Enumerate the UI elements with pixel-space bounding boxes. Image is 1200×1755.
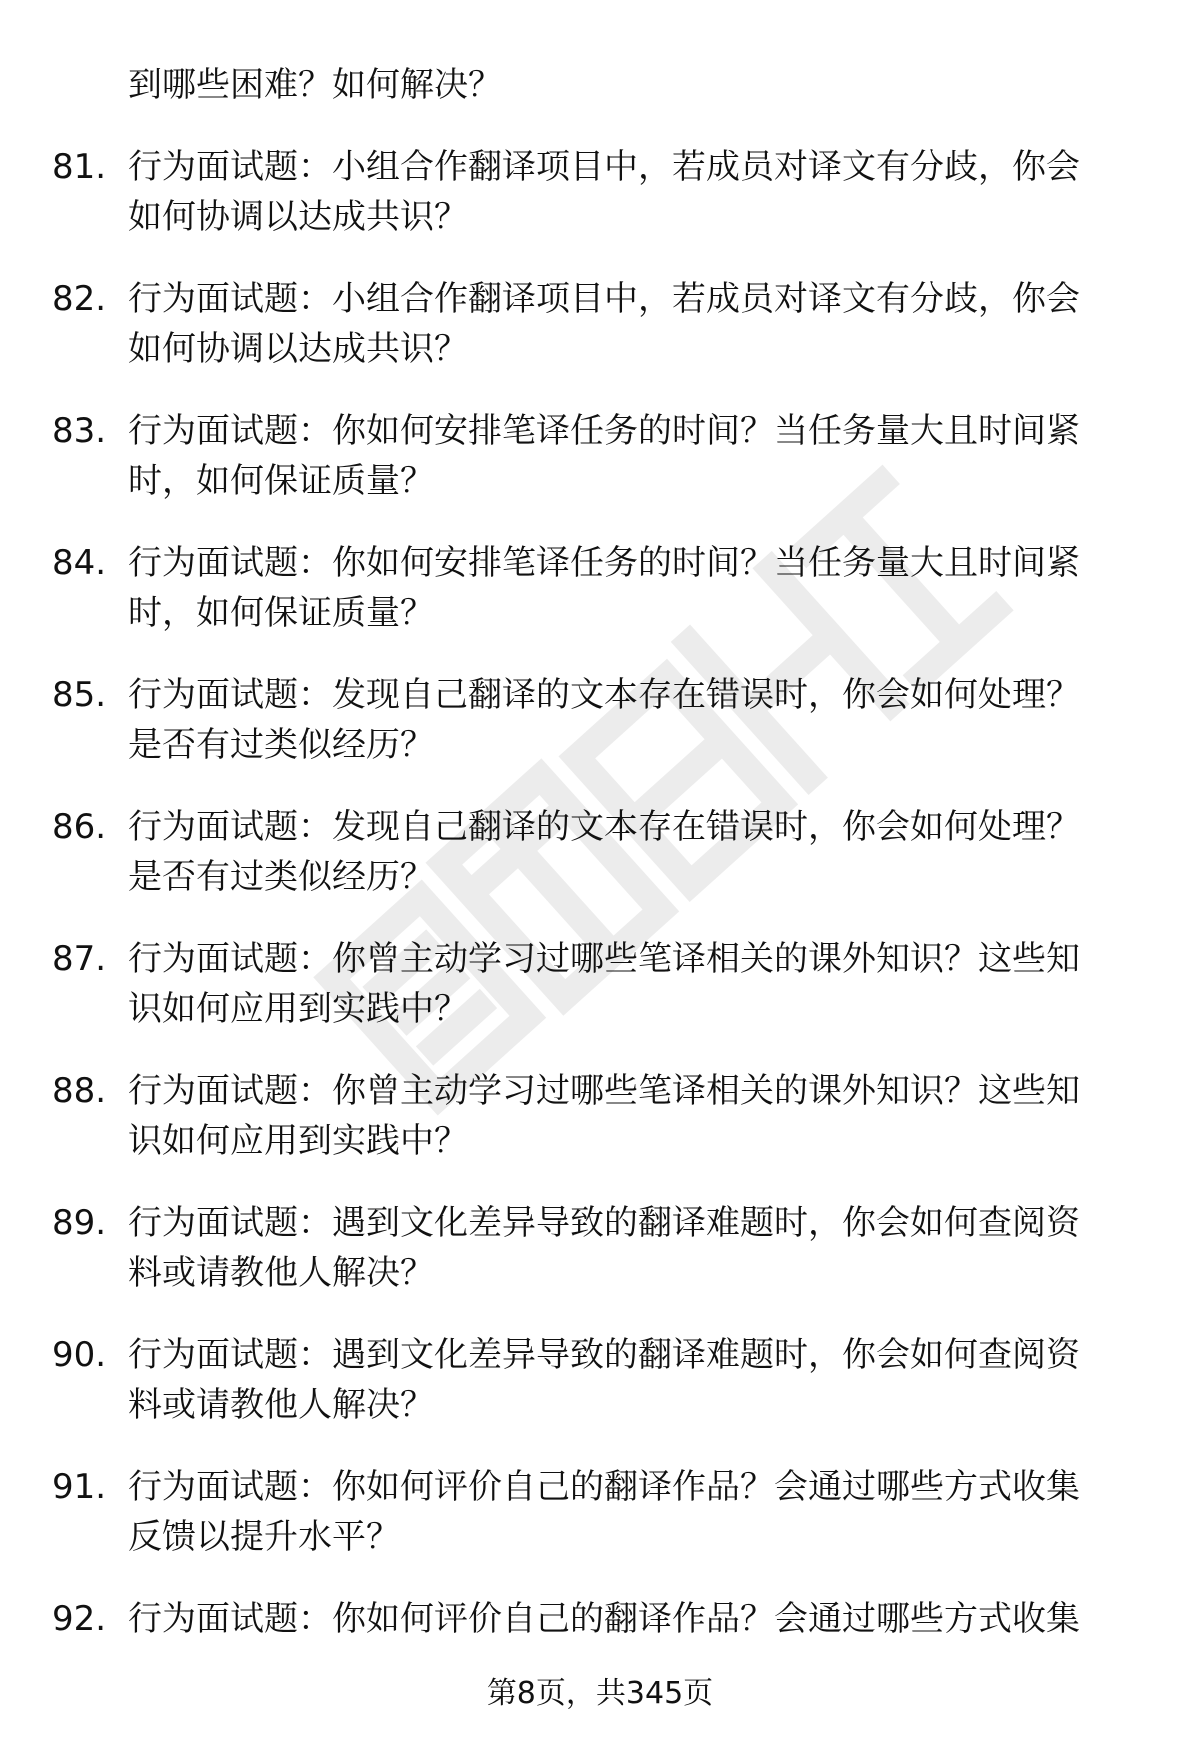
question-text-line: 时，如何保证质量？ bbox=[128, 593, 434, 633]
question-item bbox=[0, 142, 1200, 274]
question-item bbox=[0, 538, 1200, 670]
question-item bbox=[0, 934, 1200, 1066]
question-text-line: 行为面试题：小组合作翻译项目中，若成员对译文有分歧，你会 bbox=[128, 279, 1080, 319]
question-list bbox=[0, 142, 1200, 1726]
question-text-line: 行为面试题：你如何评价自己的翻译作品？会通过哪些方式收集 bbox=[128, 1467, 1080, 1507]
question-number: 92. bbox=[52, 1599, 107, 1639]
page-footer: 第8页，共345页 bbox=[486, 1676, 714, 1711]
question-number: 85. bbox=[52, 675, 107, 715]
question-number: 86. bbox=[52, 807, 107, 847]
question-number: 87. bbox=[52, 939, 107, 979]
question-number: 89. bbox=[52, 1203, 107, 1243]
question-text-line: 料或请教他人解决？ bbox=[128, 1385, 434, 1425]
question-text-line: 反馈以提升水平？ bbox=[128, 1517, 400, 1557]
question-text-line: 是否有过类似经历？ bbox=[128, 725, 434, 765]
question-text-line: 行为面试题：遇到文化差异导致的翻译难题时，你会如何查阅资 bbox=[128, 1203, 1080, 1243]
question-number: 83. bbox=[52, 411, 107, 451]
question-number: 91. bbox=[52, 1467, 107, 1507]
question-item bbox=[0, 406, 1200, 538]
question-text-line: 识如何应用到实践中？ bbox=[128, 989, 468, 1029]
question-number: 84. bbox=[52, 543, 107, 583]
question-number: 90. bbox=[52, 1335, 107, 1375]
question-item bbox=[0, 1066, 1200, 1198]
question-text-line: 料或请教他人解决？ bbox=[128, 1253, 434, 1293]
question-text-line: 如何协调以达成共识？ bbox=[128, 197, 468, 237]
question-text-line: 识如何应用到实践中？ bbox=[128, 1121, 468, 1161]
question-text-line: 是否有过类似经历？ bbox=[128, 857, 434, 897]
question-text-line: 行为面试题：发现自己翻译的文本存在错误时，你会如何处理？ bbox=[128, 807, 1080, 847]
question-text-line: 行为面试题：你如何安排笔译任务的时间？当任务量大且时间紧 bbox=[128, 411, 1080, 451]
question-text-line: 行为面试题：你如何安排笔译任务的时间？当任务量大且时间紧 bbox=[128, 543, 1080, 583]
question-text-line: 行为面试题：你如何评价自己的翻译作品？会通过哪些方式收集 bbox=[128, 1599, 1080, 1639]
question-item bbox=[0, 1198, 1200, 1330]
question-item bbox=[0, 670, 1200, 802]
question-number: 82. bbox=[52, 279, 107, 319]
question-item bbox=[0, 802, 1200, 934]
question-item bbox=[0, 274, 1200, 406]
question-number: 81. bbox=[52, 147, 107, 187]
question-text-line: 行为面试题：小组合作翻译项目中，若成员对译文有分歧，你会 bbox=[128, 147, 1080, 187]
question-text-line: 如何协调以达成共识？ bbox=[128, 329, 468, 369]
question-text-line: 行为面试题：发现自己翻译的文本存在错误时，你会如何处理？ bbox=[128, 675, 1080, 715]
question-number: 88. bbox=[52, 1071, 107, 1111]
question-text-line: 行为面试题：你曾主动学习过哪些笔译相关的课外知识？这些知 bbox=[128, 1071, 1080, 1111]
question-text-line: 行为面试题：遇到文化差异导致的翻译难题时，你会如何查阅资 bbox=[128, 1335, 1080, 1375]
question-item bbox=[0, 1462, 1200, 1594]
question-text-line: 行为面试题：你曾主动学习过哪些笔译相关的课外知识？这些知 bbox=[128, 939, 1080, 979]
question-text-line: 时，如何保证质量？ bbox=[128, 461, 434, 501]
question-item bbox=[0, 1330, 1200, 1462]
continued-question-text: 到哪些困难？如何解决？ bbox=[128, 65, 502, 105]
